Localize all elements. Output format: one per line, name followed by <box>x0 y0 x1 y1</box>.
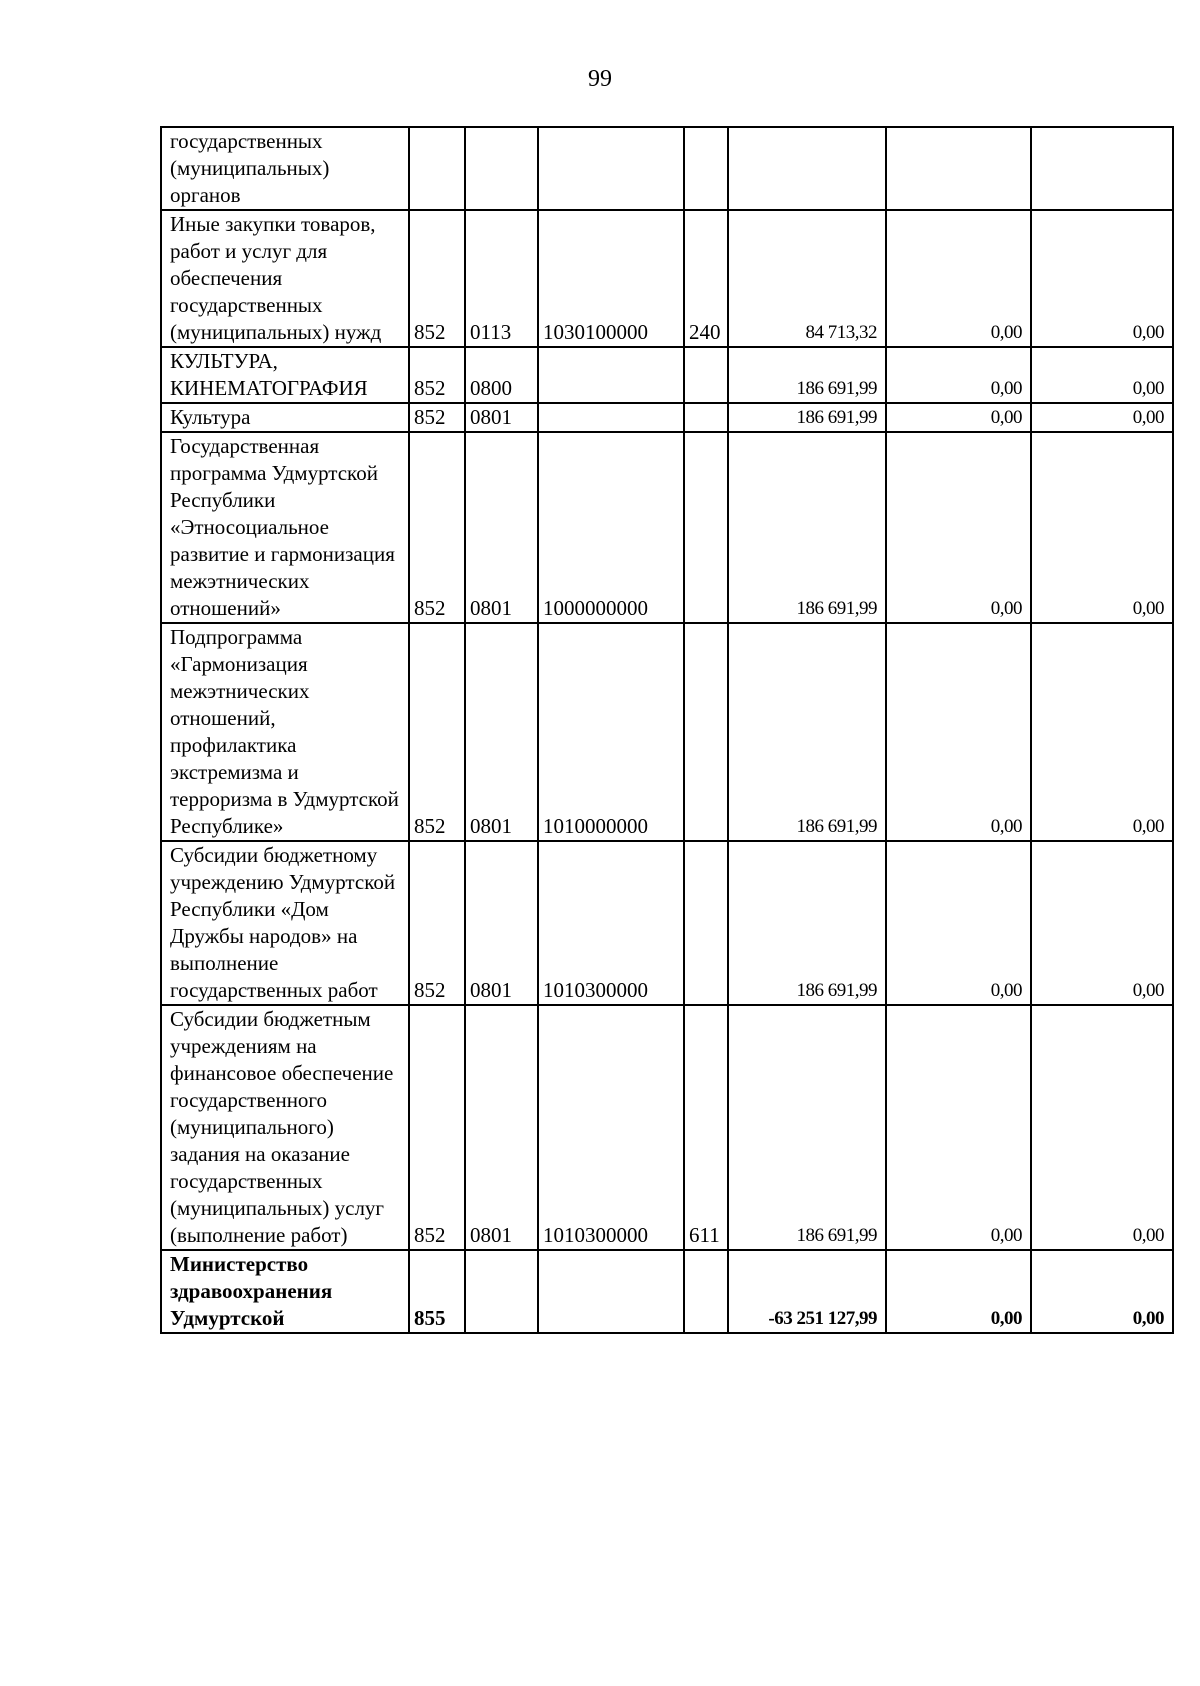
expense-type-cell <box>684 403 728 432</box>
expense-type-cell: 240 <box>684 210 728 347</box>
amount-2-cell: 0,00 <box>886 1250 1031 1333</box>
row-name-cell: Иные закупки товаров, работ и услуг для обеспечения государственных (муниципальных) нужд <box>161 210 409 347</box>
grbs-cell: 852 <box>409 403 465 432</box>
expense-type-cell <box>684 432 728 623</box>
grbs-cell: 855 <box>409 1250 465 1333</box>
amount-3-cell: 0,00 <box>1031 210 1173 347</box>
amount-2-cell: 0,00 <box>886 347 1031 403</box>
amount-1-cell: -63 251 127,99 <box>728 1250 886 1333</box>
section-cell: 0801 <box>465 841 538 1005</box>
amount-3-cell: 0,00 <box>1031 623 1173 841</box>
table-row <box>161 347 1173 403</box>
row-name-cell: Подпрограмма «Гармонизация межэтнических отношений, профилактика экстремизма и терроризма в Удмуртской Республике» <box>161 623 409 841</box>
expense-type-cell <box>684 127 728 210</box>
amount-1-cell: 186 691,99 <box>728 623 886 841</box>
amount-3-cell: 0,00 <box>1031 403 1173 432</box>
table-row <box>161 1250 1173 1333</box>
target-article-cell <box>538 127 684 210</box>
grbs-cell: 852 <box>409 623 465 841</box>
amount-2-cell: 0,00 <box>886 841 1031 1005</box>
grbs-cell: 852 <box>409 841 465 1005</box>
section-cell: 0801 <box>465 403 538 432</box>
section-cell: 0113 <box>465 210 538 347</box>
grbs-cell: 852 <box>409 1005 465 1250</box>
row-name-cell: Государственная программа Удмуртской Республики «Этносоциальное развитие и гармонизация межэтнических отношений» <box>161 432 409 623</box>
amount-1-cell <box>728 127 886 210</box>
grbs-cell: 852 <box>409 432 465 623</box>
amount-3-cell: 0,00 <box>1031 1250 1173 1333</box>
expense-type-cell: 611 <box>684 1005 728 1250</box>
amount-3-cell <box>1031 127 1173 210</box>
page-number: 99 <box>588 66 612 92</box>
amount-2-cell: 0,00 <box>886 432 1031 623</box>
table-row <box>161 623 1173 841</box>
table-row <box>161 127 1173 210</box>
table-row <box>161 210 1173 347</box>
amount-1-cell: 186 691,99 <box>728 403 886 432</box>
target-article-cell: 1030100000 <box>538 210 684 347</box>
section-cell: 0801 <box>465 623 538 841</box>
grbs-cell <box>409 127 465 210</box>
target-article-cell <box>538 347 684 403</box>
table-body <box>161 127 1173 1333</box>
expense-type-cell <box>684 1250 728 1333</box>
grbs-cell: 852 <box>409 347 465 403</box>
budget-table <box>160 126 1174 1334</box>
amount-1-cell: 186 691,99 <box>728 841 886 1005</box>
expense-type-cell <box>684 841 728 1005</box>
row-name-cell: Субсидии бюджетным учреждениям на финансовое обеспечение государственного (муниципального) задания на оказание государственных (муниципальных) услуг (выполнение работ) <box>161 1005 409 1250</box>
amount-2-cell: 0,00 <box>886 623 1031 841</box>
target-article-cell <box>538 403 684 432</box>
expense-type-cell <box>684 623 728 841</box>
row-name-cell: государственных (муниципальных) органов <box>161 127 409 210</box>
section-cell: 0801 <box>465 432 538 623</box>
amount-2-cell: 0,00 <box>886 403 1031 432</box>
amount-1-cell: 84 713,32 <box>728 210 886 347</box>
section-cell <box>465 1250 538 1333</box>
section-cell <box>465 127 538 210</box>
row-name-cell: Культура <box>161 403 409 432</box>
amount-3-cell: 0,00 <box>1031 432 1173 623</box>
amount-3-cell: 0,00 <box>1031 841 1173 1005</box>
row-name-cell: Субсидии бюджетному учреждению Удмуртской Республики «Дом Дружбы народов» на выполнение государственных работ <box>161 841 409 1005</box>
amount-3-cell: 0,00 <box>1031 1005 1173 1250</box>
table-row <box>161 841 1173 1005</box>
row-name-cell: КУЛЬТУРА, КИНЕМАТОГРАФИЯ <box>161 347 409 403</box>
target-article-cell: 1000000000 <box>538 432 684 623</box>
target-article-cell: 1010300000 <box>538 1005 684 1250</box>
table-row <box>161 403 1173 432</box>
amount-2-cell <box>886 127 1031 210</box>
target-article-cell: 1010300000 <box>538 841 684 1005</box>
amount-1-cell: 186 691,99 <box>728 347 886 403</box>
target-article-cell: 1010000000 <box>538 623 684 841</box>
grbs-cell: 852 <box>409 210 465 347</box>
amount-1-cell: 186 691,99 <box>728 1005 886 1250</box>
expense-type-cell <box>684 347 728 403</box>
amount-2-cell: 0,00 <box>886 210 1031 347</box>
amount-3-cell: 0,00 <box>1031 347 1173 403</box>
target-article-cell <box>538 1250 684 1333</box>
row-name-cell: Министерство здравоохранения Удмуртской <box>161 1250 409 1333</box>
amount-2-cell: 0,00 <box>886 1005 1031 1250</box>
table-row <box>161 1005 1173 1250</box>
section-cell: 0801 <box>465 1005 538 1250</box>
table-row <box>161 432 1173 623</box>
section-cell: 0800 <box>465 347 538 403</box>
amount-1-cell: 186 691,99 <box>728 432 886 623</box>
